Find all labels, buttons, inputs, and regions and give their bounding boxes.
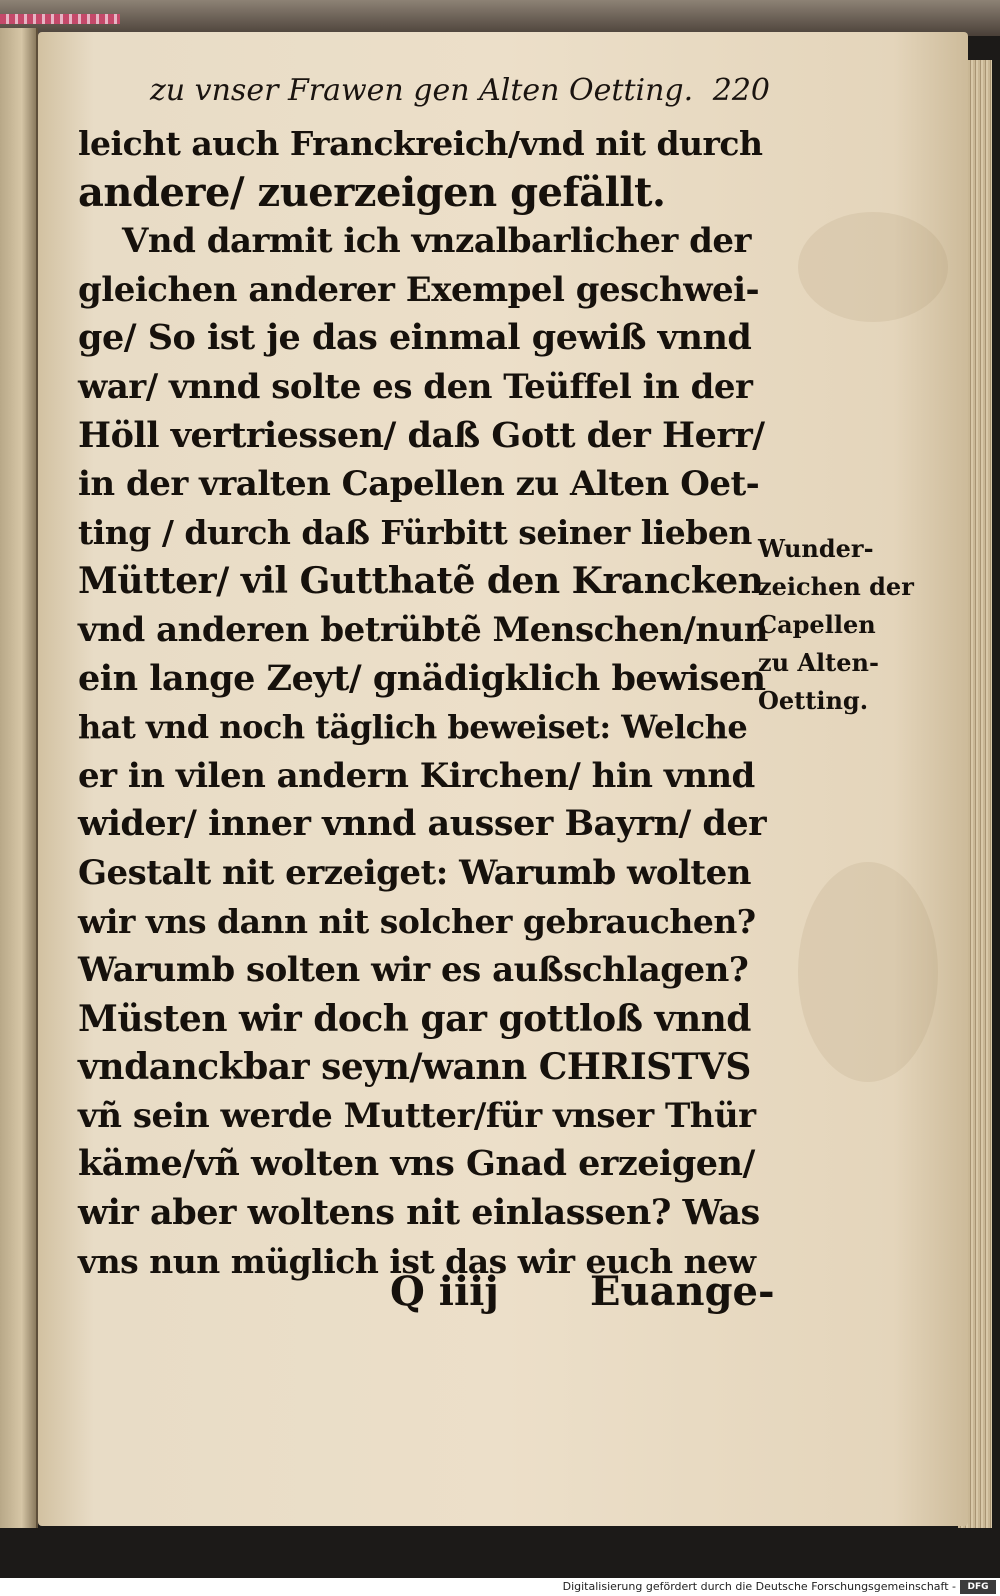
text-line: ein lange Zeyt/ gnädigklich bewisen — [78, 657, 766, 699]
marginal-note — [758, 530, 928, 720]
text-line: vndanckbar seyn/wann CHRISTVS — [78, 1046, 751, 1089]
text-line: vnd anderen betrübtẽ Menschen/nun — [78, 609, 769, 650]
text-line: käme/vñ wolten vns Gnad erzeigen/ — [78, 1143, 755, 1185]
text-line: ting / durch daß Fürbitt seiner lieben — [78, 512, 752, 552]
text-line: andere/ zuerzeigen gefällt. — [78, 168, 666, 216]
text-line: Müsten wir doch gar gottloß vnnd — [78, 997, 751, 1040]
text-line: wir vns dann nit solcher gebrauchen? — [78, 901, 756, 941]
text-line: gleichen anderer Exempel geschwei- — [78, 269, 760, 310]
digitization-credit: Digitalisierung gefördert durch die Deutsche Forschungsgemeinschaft - — [562, 1580, 956, 1593]
running-header — [150, 68, 770, 112]
body-text — [78, 120, 768, 1286]
margin-note-line: Wunder- — [758, 534, 874, 563]
text-line: wir aber woltens nit einlassen? Was — [78, 1192, 760, 1234]
text-line: hat vnd noch täglich beweiset: Welche — [78, 708, 748, 747]
paper-stain — [798, 212, 948, 322]
text-line: wider/ inner vnnd ausser Bayrn/ der — [78, 803, 767, 845]
signature-mark: Q iiij — [390, 1268, 499, 1315]
paper-stain — [798, 862, 938, 1082]
margin-note-line: zeichen der — [758, 572, 914, 601]
page-footer — [390, 1268, 775, 1318]
left-page-edge — [0, 28, 38, 1528]
text-line: war/ vnnd solte es den Teüffel in der — [78, 366, 753, 407]
text-line: ge/ So ist je das einmal gewiß vnnd — [78, 317, 752, 359]
margin-note-line: zu Alten- — [758, 648, 879, 677]
margin-note-line: Capellen — [758, 610, 876, 639]
text-line: Vnd darmit ich vnzalbarlicher der — [122, 221, 751, 262]
page-number: 220 — [712, 72, 770, 108]
catchword: Euange- — [590, 1268, 775, 1315]
text-line: Gestalt nit erzeiget: Warumb wolten — [78, 852, 751, 893]
margin-note-line: Oetting. — [758, 686, 869, 715]
running-title: zu vnser Frawen gen Alten Oetting. — [150, 72, 694, 108]
text-line: Warumb solten wir es außschlagen? — [78, 950, 749, 991]
text-line: vns nun müglich ist das wir euch new — [78, 1241, 756, 1281]
text-line: er in vilen andern Kirchen/ hin vnnd — [78, 755, 755, 796]
text-line: leicht auch Franckreich/vnd nit durch — [78, 124, 763, 163]
book-top-edge — [0, 0, 1000, 36]
text-line: vñ sein werde Mutter/für vnser Thür — [78, 1095, 756, 1136]
bookmark-ribbon — [0, 14, 120, 24]
text-line: Höll vertriessen/ daß Gott der Herr/ — [78, 414, 765, 456]
text-line: in der vralten Capellen zu Alten Oet- — [78, 464, 760, 505]
text-line: Mütter/ vil Gutthatẽ den Krancken — [78, 560, 764, 603]
dfg-logo-icon: DFG — [960, 1580, 996, 1594]
